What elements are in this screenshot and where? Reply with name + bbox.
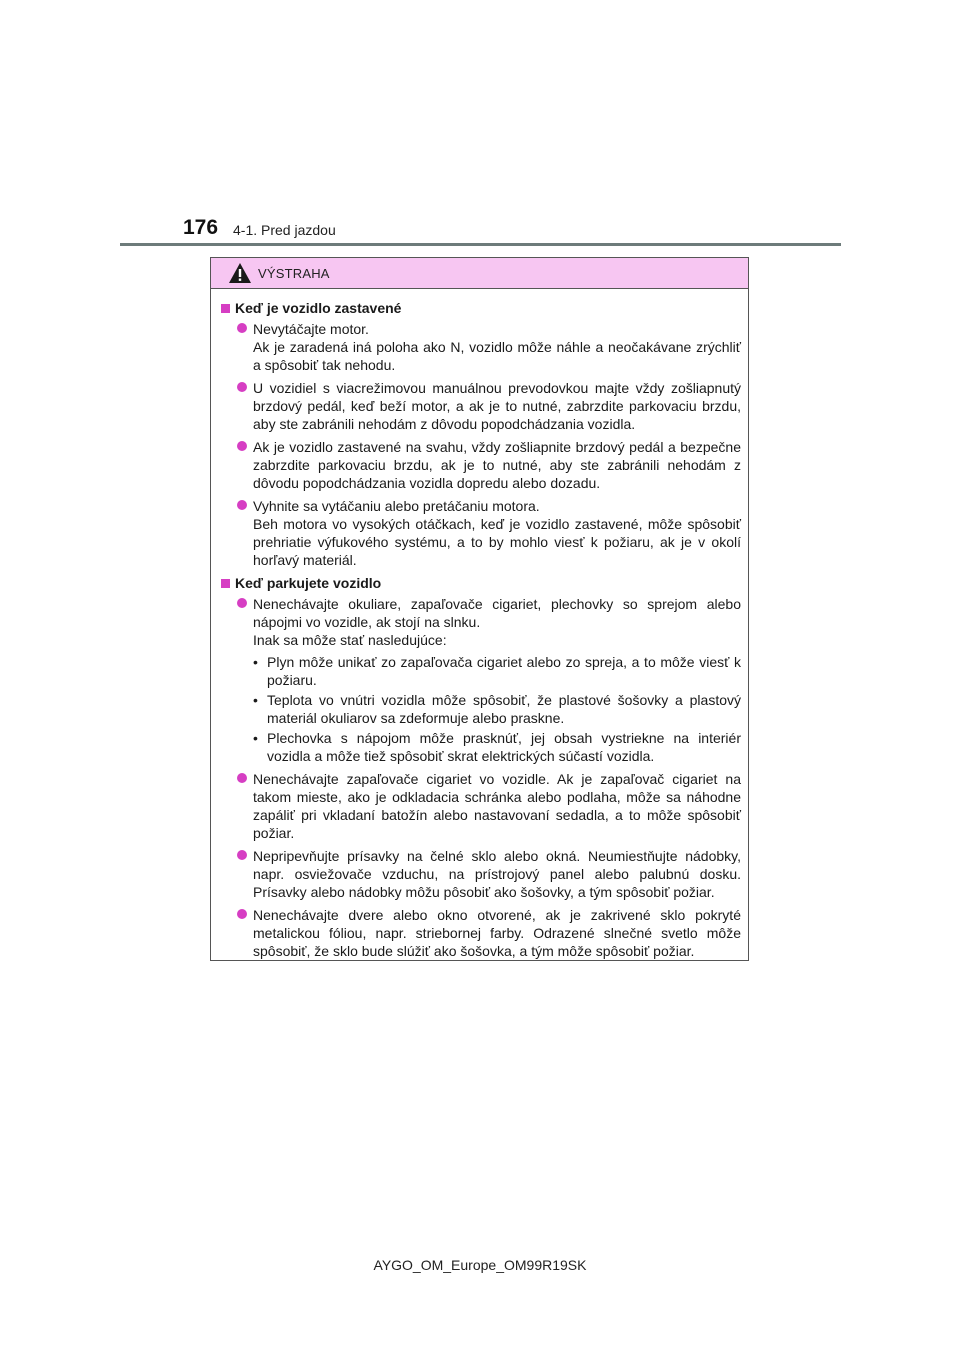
item-text: Inak sa môže stať nasledujúce: <box>253 632 447 648</box>
square-bullet-icon <box>221 579 230 588</box>
warning-body <box>211 289 748 960</box>
item-text: Nenechávajte okuliare, zapaľovače cigariet, plechovky so sprejom alebo nápojmi vo vozidle, ak stojí na slnku. <box>253 596 741 630</box>
warning-section <box>221 574 741 960</box>
header-divider <box>120 243 841 246</box>
list-item <box>221 906 741 960</box>
item-text: U vozidiel s viacrežimovou manuálnou prevodovkou majte vždy zošliapnutý brzdový pedál, keď beží motor, a ak je to nutné, zabrzdite parkovaciu brzdu, aby ste zabránili nehodám z dôvodu popodchádzania vozidla. <box>253 380 741 432</box>
sub-item-text: Plechovka s nápojom môže prasknúť, jej obsah vystriekne na interiér vozidla a môže tiež spôsobiť skrat elektrických súčastí vozidla. <box>267 730 741 764</box>
list-item <box>221 770 741 842</box>
square-bullet-icon <box>221 304 230 313</box>
section-heading: Keď parkujete vozidlo <box>235 575 382 591</box>
circle-bullet-icon <box>237 773 247 783</box>
circle-bullet-icon <box>237 500 247 510</box>
circle-bullet-icon <box>237 323 247 333</box>
circle-bullet-icon <box>237 598 247 608</box>
warning-label: VÝSTRAHA <box>258 265 330 281</box>
item-text: Nepripevňujte prísavky na čelné sklo alebo okná. Neumiestňujte nádobky, napr. osviežovače vzduchu, na prístrojový panel alebo palubnú dosku. Prísavky alebo nádobky môžu pôsobiť ako šošovky, a tým spôsobiť požiar. <box>253 848 741 900</box>
warning-header <box>211 258 748 289</box>
sub-item-text: Teplota vo vnútri vozidla môže spôsobiť, že plastové šošovky a plastový materiál okuliarov sa zdeformuje alebo praskne. <box>267 692 741 726</box>
list-item <box>221 379 741 433</box>
sub-list-item <box>253 691 741 727</box>
list-item <box>221 320 741 374</box>
small-bullet-icon: • <box>253 730 258 746</box>
circle-bullet-icon <box>237 850 247 860</box>
item-text: Nenechávajte dvere alebo okno otvorené, ak je zakrivené sklo pokryté metalickou fóliou, napr. striebornej farby. Odrazené slnečné svetlo môže spôsobiť, že sklo bude slúžiť ako šošovka, a tým môže spôsobiť požiar. <box>253 907 741 959</box>
list-item <box>221 847 741 901</box>
item-text: Nevytáčajte motor. <box>253 321 369 337</box>
small-bullet-icon: • <box>253 692 258 708</box>
list-item <box>221 595 741 765</box>
document-code: AYGO_OM_Europe_OM99R19SK <box>373 1257 587 1273</box>
warning-triangle-icon <box>228 262 252 284</box>
circle-bullet-icon <box>237 441 247 451</box>
warning-section <box>221 299 741 569</box>
circle-bullet-icon <box>237 382 247 392</box>
sub-list-item <box>253 653 741 689</box>
circle-bullet-icon <box>237 909 247 919</box>
list-item <box>221 438 741 492</box>
item-text: Vyhnite sa vytáčaniu alebo pretáčaniu motora. <box>253 498 540 514</box>
warning-box <box>210 257 749 961</box>
sub-list-item <box>253 729 741 765</box>
item-text: Ak je vozidlo zastavené na svahu, vždy zošliapnite brzdový pedál a bezpečne zabrzdite parkovaciu brzdu, ak je to nutné, aby ste zabránili nehodám z dôvodu popodchádzania vozidla dopredu alebo dozadu. <box>253 439 741 491</box>
section-heading: Keď je vozidlo zastavené <box>235 300 402 316</box>
sub-item-text: Plyn môže unikať zo zapaľovača cigariet alebo zo spreja, a to môže viesť k požiaru. <box>267 654 741 688</box>
item-text: Beh motora vo vysokých otáčkach, keď je vozidlo zastavené, môže spôsobiť prehriatie výfukového systému, a to by mohlo viesť k požiaru, ak je v okolí horľavý materiál. <box>253 516 741 568</box>
item-text: Ak je zaradená iná poloha ako N, vozidlo môže náhle a neočakávane zrýchliť a spôsobiť tak nehodu. <box>253 339 741 373</box>
list-item <box>221 497 741 569</box>
sub-list <box>253 653 741 765</box>
item-text: Nenechávajte zapaľovače cigariet vo vozidle. Ak je zapaľovač cigariet na takom mieste, ako je odkladacia schránka alebo podlaha, môže sa náhodne zapáliť pri vkladaní batožín alebo nastavovaní sedadla, a to môže spôsobiť požiar. <box>253 771 741 841</box>
section-title: 4-1. Pred jazdou <box>233 222 336 238</box>
small-bullet-icon: • <box>253 654 258 670</box>
page-number: 176 <box>183 216 219 239</box>
